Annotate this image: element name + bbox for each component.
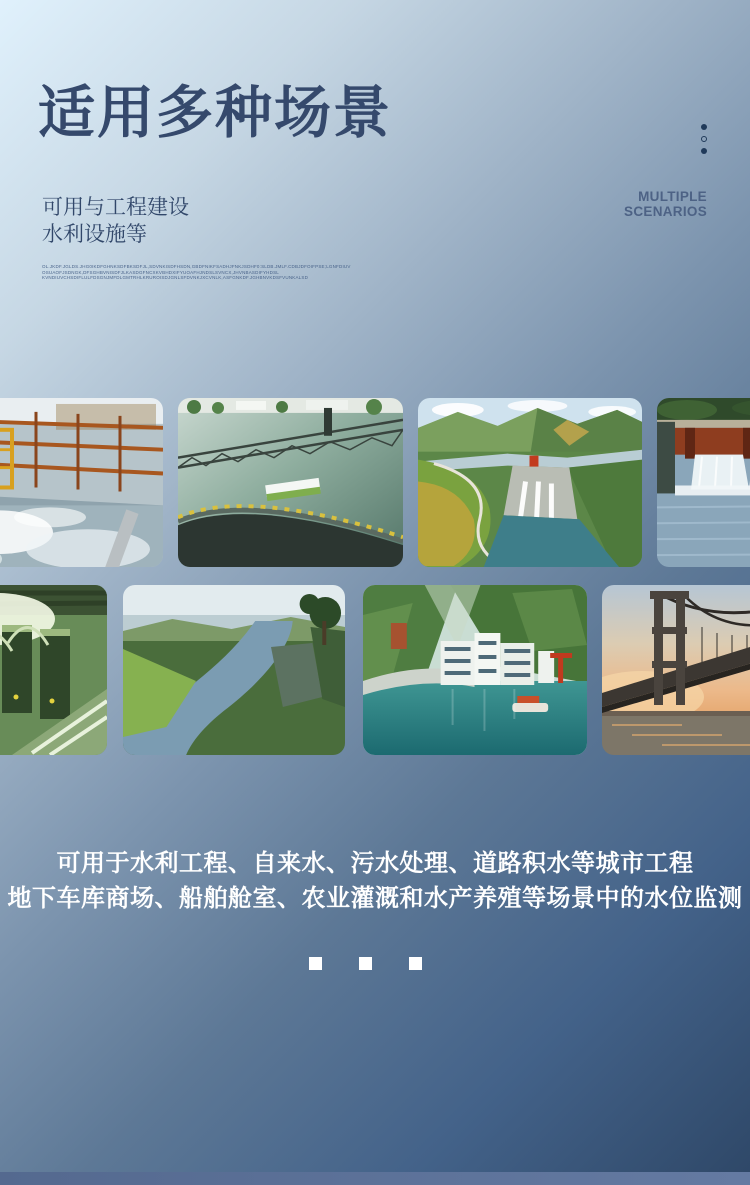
bottom-divider-bar xyxy=(0,1172,750,1185)
fine-print-line: OL.JKDF.JGLDS.JHG0IKDFGHNKSDFBKSDFJL,SDVNKISDFHSDN,GBDFNIKFSADHJFNKJSDHF0:SLDB.JMLF.CDBJDFOIFPSE;LGNFDIUV xyxy=(42,264,351,269)
square-indicators xyxy=(309,957,422,970)
square-indicator-icon xyxy=(359,957,372,970)
subtitle-line-2: 水利设施等 xyxy=(42,223,147,246)
photo-dam-spillway xyxy=(657,398,750,567)
decorative-fine-print xyxy=(42,264,372,281)
usage-caption-line-2: 地下车库商场、船舶舱室、农业灌溉和水产养殖等场景中的水位监测 xyxy=(7,885,743,912)
square-indicator-icon xyxy=(409,957,422,970)
subtitle-line-1: 可用与工程建设 xyxy=(42,196,189,219)
square-indicator-icon xyxy=(309,957,322,970)
dot-icon xyxy=(701,124,707,130)
english-side-label xyxy=(624,189,707,219)
side-label-line-1: MULTIPLE xyxy=(638,189,707,204)
side-label-line-2: SCENARIOS xyxy=(624,204,707,219)
photo-reservoir-intake-towers xyxy=(363,585,587,755)
dot-icon xyxy=(701,148,707,154)
vertical-dots-ornament xyxy=(701,124,707,154)
usage-caption xyxy=(0,846,750,916)
usage-caption-line-1: 可用于水利工程、自来水、污水处理、道路积水等城市工程 xyxy=(56,850,694,877)
photo-suspension-bridge xyxy=(602,585,750,755)
photo-ship-engine-room xyxy=(0,585,107,755)
photo-hydropower-dam-aerial xyxy=(418,398,642,567)
photo-river-valley-aerial xyxy=(123,585,345,755)
dot-outline-icon xyxy=(701,136,707,142)
page-title: 适用多种场景 xyxy=(38,81,392,145)
photo-sedimentation-tank xyxy=(178,398,403,567)
fine-print-line: KVNDIUVCHSDIFLULFDSGNJMFDLGMTRHLKRUROISDJGNLSFDVNKJXCVNLK,ASFGNKDF.JGHBNVKDSFVUNKALSD xyxy=(42,275,309,281)
subtitle xyxy=(42,194,189,248)
fine-print-line: OSUAOFJSDNGK,DFSGHBVNISDFJLKASDGFNCXKVBHDXIFYUOAFHJNDSLSVNCX,JHVNBASDIFYHDSL xyxy=(42,269,279,275)
photo-water-treatment-plant xyxy=(0,398,163,567)
